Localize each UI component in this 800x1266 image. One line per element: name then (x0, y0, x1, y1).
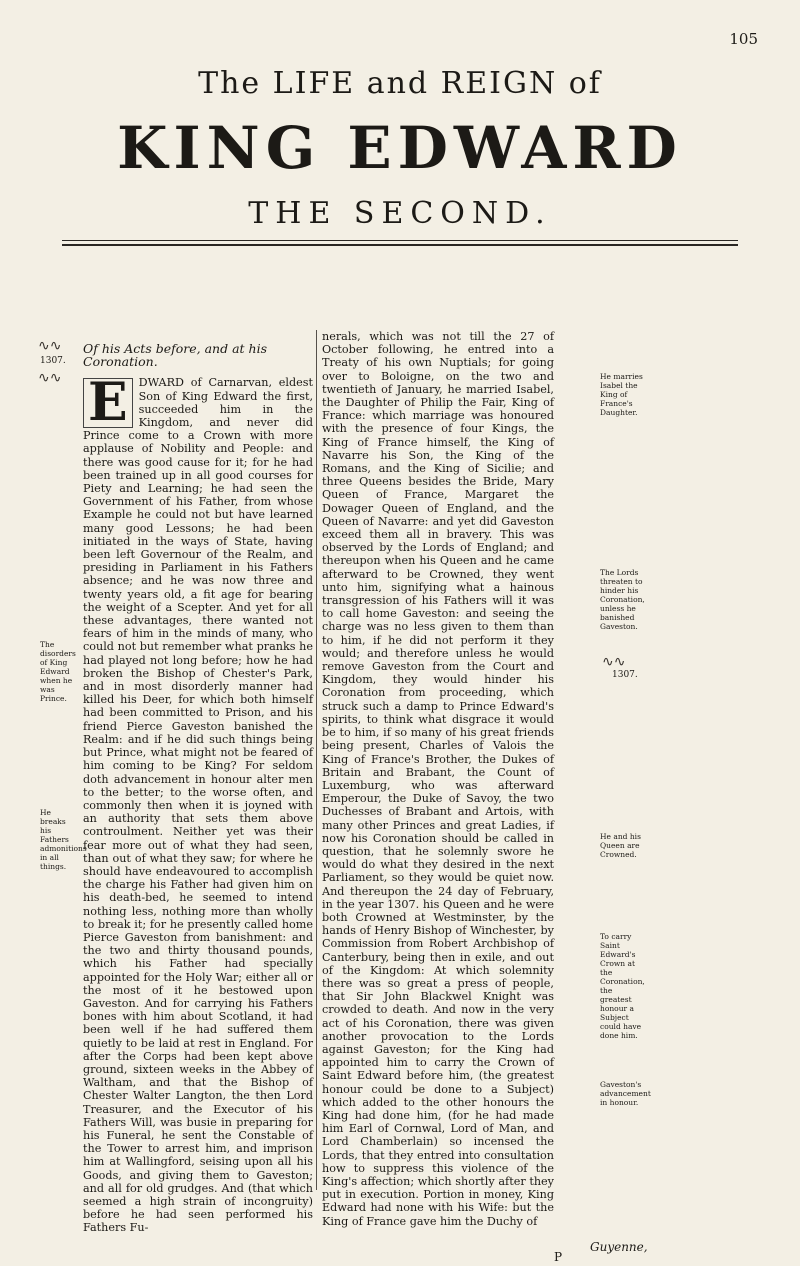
margin-note-right-4: To carry Saint Edward's Crown at the Coronation, the greatest honour a Subject could have done him. (600, 932, 645, 1040)
page-number: 105 (729, 30, 758, 48)
ornament-icon: ∿∿ (38, 370, 62, 386)
margin-year-left: 1307. (40, 356, 66, 366)
title-line-3: THE SECOND. (248, 196, 552, 231)
title-line-2: KING EDWARD (117, 114, 683, 182)
margin-year-right: 1307. (612, 670, 638, 680)
margin-note-right-5: Gaveston's advancement in honour. (600, 1080, 651, 1107)
margin-note-right-2: The Lords threaten to hinder his Coronation, unless he banished Gaveston. (600, 568, 645, 631)
title-rule-bottom (62, 244, 738, 246)
margin-note-left-2: He breaks his Fathers admonitions in all things. (40, 808, 87, 871)
drop-capital: E (83, 378, 133, 428)
ornament-icon: ∿∿ (602, 654, 626, 670)
signature-mark: P (554, 1250, 563, 1264)
margin-note-left-1: The disorders of King Edward when he was Prince. (40, 640, 76, 703)
section-subhead: Of his Acts before, and at his Coronation. (83, 341, 267, 370)
catchword: Guyenne, (590, 1240, 648, 1254)
left-column-text: DWARD of Carnarvan, eldest Son of King Edward the first, succeeded him in the Kingdom, and never did Prince come to a Crown with more applause of Nobility and People: and there was good cause for it; for he had been trained up in all good courses for Piety and Learning; he had seen the Government of his Father, from whose Example he could not but have learned many good Lessons; he had been initiated in the ways of State, having been left Governour of the Realm, and presiding in Parliament in his Fathers absence; and he was now three and twenty years old, a fit age for bearing the weight of a Scepter. And yet for all these advantages, there wanted not fears of him in the minds of many, who could not but remember what pranks he had played not long before; how he had broken the Bishop of Chester's Park, and in most disorderly manner had killed his Deer, for which both himself had been committed to Prison, and his friend Pierce Gaveston banished the Realm: and if he did such things being but Prince, what might not be feared of him coming to be King? For seldom doth advancement in honour alter men to the better; to the worse often, and commonly then when it is joyned with an authority that sets them above controulment. Neither yet was their fear more out of what they had seen, than out of what they saw; for where he should have endeavoured to accomplish the charge his Father had given him on his death-bed, he seemed to intend nothing less, nothing more than wholly to break it; for he presently called home Pierce Gaveston from banishment: and the two and thirty thousand pounds, which his Father had specially appointed for the Holy War; either all or the most of it he bestowed upon Gaveston. And for carrying his Fathers bones with him about Scotland, it had been well if he had suffered them quietly to be laid at rest in England. For after the Corps had been kept above ground, sixteen weeks in the Abbey of Waltham, and that the Bishop of Chester Walter Langton, the then Lord Treasurer, and the Executor of his Fathers Will, was busie in preparing for his Funeral, he sent the Constable of the Tower to arrest him, and imprison him at Wallingford, seising upon all his Goods, and giving them to Gaveston; and all for old grudges. And (that which seemed a high strain of incongruity) before he had seen performed his Fathers Fu- (83, 376, 313, 1235)
margin-note-right-3: He and his Queen are Crowned. (600, 832, 641, 859)
title-rule-top (62, 240, 738, 241)
left-column (83, 330, 313, 1235)
column-divider (316, 330, 317, 1190)
ornament-icon: ∿∿ (38, 338, 62, 354)
right-column (322, 330, 554, 1228)
title-line-1: The LIFE and REIGN of (198, 66, 602, 101)
right-column-text: nerals, which was not till the 27 of October following, he entred into a Treaty of his own Nuptials; for going over to Boloigne, on the two and twentieth of January, he married Isabel, the Daughter of Philip the Fair, King of France: which marriage was honoured with the presence of four Kings, the King of France himself, the King of Navarre his Son, the King of the Romans, and the King of Sicilie; and three Queens besides the Bride, Mary Queen of France, Margaret the Dowager Queen of England, and the Queen of Navarre: and yet did Gaveston exceed them all in bravery. This was observed by the Lords of England; and thereupon when his Queen and he came afterward to be Crowned, they went unto him, signifying what a hainous transgression of his Fathers will it was to call home Gaveston: and seeing the charge was no less given to them than to him, if he did not perform it they would; and therefore unless he would remove Gaveston from the Court and Kingdom, they would hinder his Coronation from proceeding, which struck such a damp to Prince Edward's spirits, to think what disgrace it would be to him, if so many of his great friends being present, Charles of Valois the King of France's Brother, the Dukes of Britain and Brabant, the Count of Luxemburg, who was afterward Emperour, the Duke of Savoy, the two Duchesses of Brabant and Artois, with many other Princes and great Ladies, if now his Coronation should be called in question, that he solemnly swore he would do what they desired in the next Parliament, so they would be quiet now. And thereupon the 24 day of February, in the year 1307. his Queen and he were both Crowned at Westminster, by the hands of Henry Bishop of Winchester, by Commission from Robert Archbishop of Canterbury, being then in exile, and out of the Kingdom: At which solemnity there was so great a press of people, that Sir John Blackwel Knight was crowded to death. And now in the very act of his Coronation, there was given another provocation to the Lords against Gaveston; for the King had appointed him to carry the Crown of Saint Edward before him, (the greatest honour could be done to a Subject) which added to the other honours the King had done him, (for he had made him Earl of Cornwal, Lord of Man, and Lord Chamberlain) so incensed the Lords, that they entred into consultation how to suppress this violence of the King's affection; which shortly after they put in execution. Portion in money, King Edward had none with his Wife: but the King of France gave him the Duchy of (322, 330, 554, 1228)
margin-note-right-1: He marries Isabel the King of France's Daughter. (600, 372, 643, 417)
